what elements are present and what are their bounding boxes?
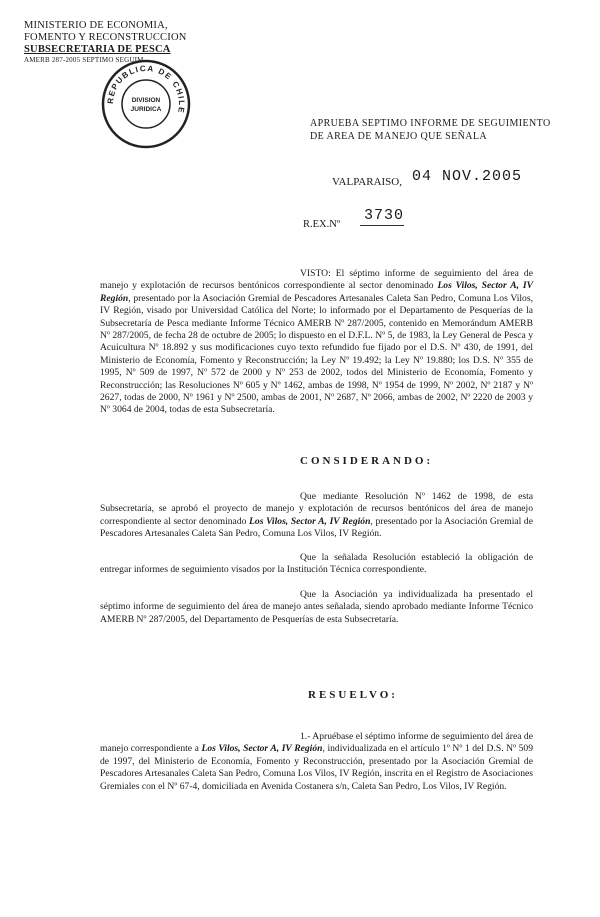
visto-paragraph: VISTO: El séptimo informe de seguimiento del área de manejo y explotación de recursos bentónicos correspondiente al sector denominado Los Vilos, Sector A, IV Región, presentado por la Asociación Gremial de Pescadores Artesanales Caleta San Pedro, Comuna Los Vilos, IV Región, visado por Universidad Católica del Norte; lo informado por el Departamento de Pesquerías de la Subsecretaría de Pesca mediante Informe Técnico AMERB Nº 287/2005, contenido en Memorándum AMERB Nº 287/2005, de fecha 28 de octubre de 2005; lo dispuesto en el D.F.L. Nº 5, de 1983, la Ley General de Pesca y Acuicultura Nº 18.892 y sus modificaciones cuyo texto refundido fue fijado por el D.S. Nº 430, de 1991, del Ministerio de Economía, Fomento y Reconstrucción; la Ley Nº 19.492; la Ley Nº 19.880; los D.S. Nº 355 de 1995, Nº 509 de 1997, Nº 572 de 2000 y Nº 253 de 2002, todos del Ministerio de Economía, Fomento y Reconstrucción; las Resoluciones Nº 605 y Nº 1462, ambas de 1998, Nº 1954 de 1999, Nº 2002, Nº 2187 y Nº 2627, todas de 2000, Nº 1961 y Nº 2500, ambas de 2001, Nº 2687, Nº 2066, ambas de 2002, Nº 2220 de 2003 y Nº 3064 de 2004, todas de esta Subsecretaría. (100, 268, 533, 416)
considerando-heading: CONSIDERANDO: (300, 455, 434, 467)
letterhead-line-3: SUBSECRETARIA DE PESCA (24, 44, 171, 55)
considerando-paragraph-1: Que mediante Resolución Nº 1462 de 1998, de esta Subsecretaría, se aprobó el proyecto de manejo y explotación de recursos bentónicos del área de manejo correspondiente al sector denominado Los Vilos, Sector A, IV Región, presentado por la Asociación Gremial de Pescadores Artesanales Caleta San Pedro, Comuna Los Vilos, IV Región. (100, 491, 533, 540)
visto-lead: VISTO: (300, 268, 331, 279)
place-label: VALPARAISO, (332, 176, 402, 188)
visto-area-name: Los Vilos, Sector A, IV Región (100, 280, 533, 304)
stamp-center-line-1: DIVISION (131, 97, 161, 104)
letterhead-line-2: FOMENTO Y RECONSTRUCCION (24, 32, 187, 43)
considerando-paragraph-2: Que la señalada Resolución estableció la obligación de entregar informes de seguimiento visados por la Institución Técnica correspondiente. (100, 552, 533, 576)
resolution-number: 3730 (364, 207, 405, 224)
document-title-line-1: APRUEBA SEPTIMO INFORME DE SEGUIMIENTO (310, 118, 551, 129)
resuelvo-heading: RESUELVO: (308, 689, 398, 701)
stamp-ring-text: REPUBLICA DE CHILE (105, 63, 187, 115)
document-title (310, 117, 551, 143)
division-juridica-stamp (100, 58, 192, 150)
letterhead-reference: AMERB 287-2005 SEPTIMO SEGUIM. (24, 56, 146, 64)
resuelvo-paragraph-1: 1.- Apruébase el séptimo informe de seguimiento del área de manejo correspondiente a Los Vilos, Sector A, IV Región, individualizada en el artículo 1º Nº 1 del D.S. Nº 509 de 1997, del Ministerio de Economía, Fomento y Reconstrucción, presentado por la Asociación Gremial de Pescadores Artesanales Caleta San Pedro, Comuna Los Vilos, IV Región, inscrita en el Registro de Asociaciones Gremiales con el Nº 67-4, domiciliada en Avenida Costanera s/n, Caleta San Pedro, Los Vilos, IV Región. (100, 731, 534, 792)
document-date: 04 NOV.2005 (412, 168, 523, 185)
resolution-label: R.EX.Nº (303, 219, 341, 230)
considerando-paragraph-3: Que la Asociación ya individualizada ha presentado el séptimo informe de seguimiento del área de manejo antes señalada, siendo aprobado mediante Informe Técnico AMERB Nº 287/2005, del Departamento de Pesquerías de esta Subsecretaría. (100, 589, 533, 625)
stamp-seal-icon (100, 58, 192, 150)
resuelvo-area-name: Los Vilos, Sector A, IV Región (201, 743, 323, 755)
considerando-area-name: Los Vilos, Sector A, IV Región (249, 515, 371, 527)
resolution-underline (360, 225, 404, 226)
letterhead-line-1: MINISTERIO DE ECONOMIA, (24, 20, 168, 31)
document-title-line-2: DE AREA DE MANEJO QUE SEÑALA (310, 131, 488, 142)
stamp-center-line-2: JURIDICA (130, 106, 162, 113)
